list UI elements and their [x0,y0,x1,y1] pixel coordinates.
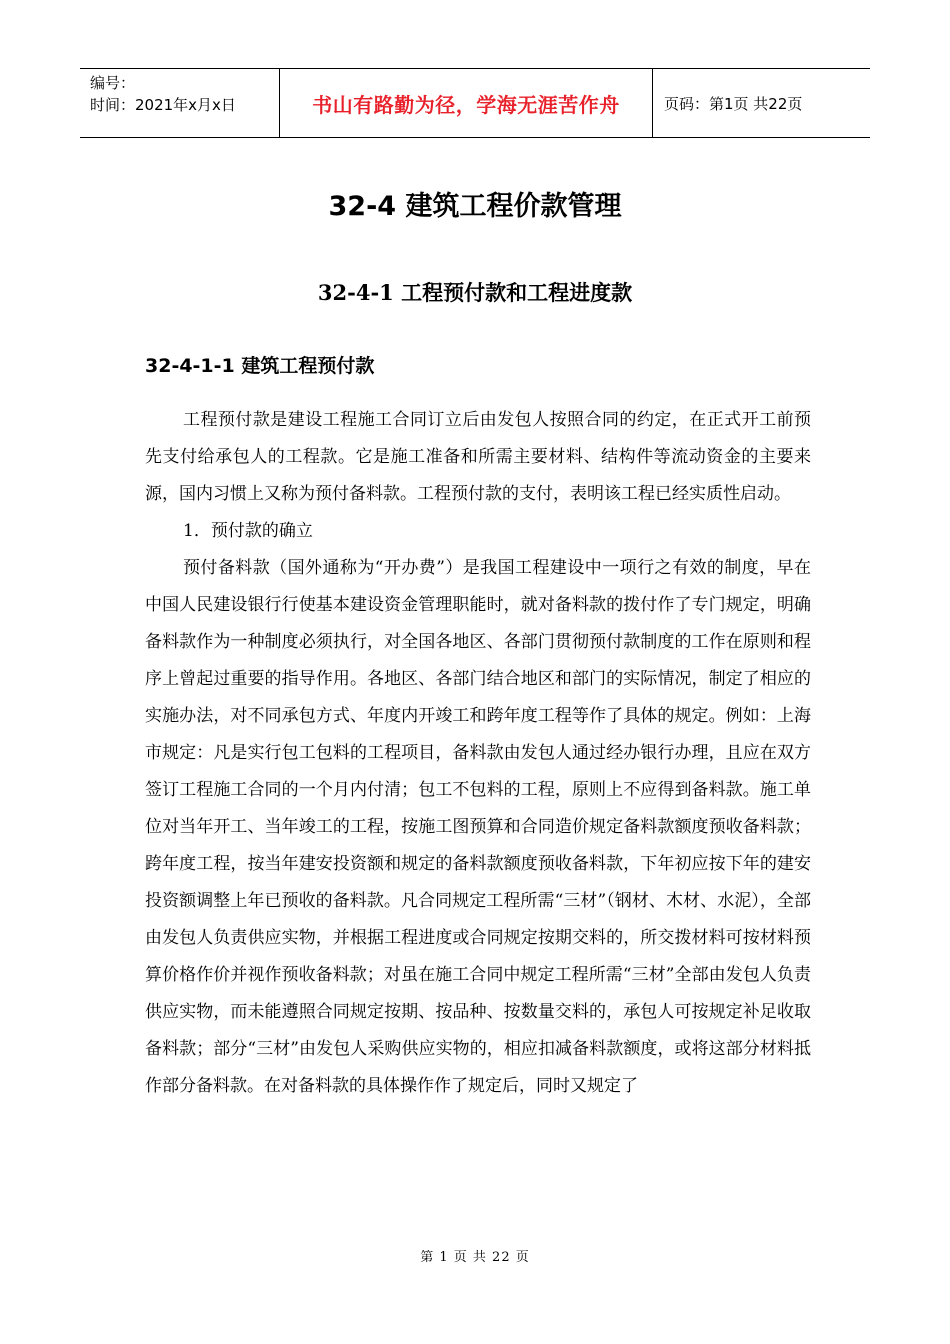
paragraph: 1．预付款的确立 [183,521,313,541]
header-motto: 书山有路勤为径，学海无涯苦作舟 [280,69,653,137]
time-label: 时间：2021年x月x日 [90,96,236,114]
document-subtitle: 32-4-1 工程预付款和工程进度款 [317,280,633,305]
header-meta [80,69,280,137]
body-text [145,402,811,1105]
paragraph: 工程预付款是建设工程施工合同订立后由发包人按照合同的约定，在正式开工前预先支付给承包人的工程款。它是施工准备和所需主要材料、结构件等流动资金的主要来源，国内习惯上又称为预付备料款。工程预付款的支付，表明该工程已经实质性启动。 [145,410,811,504]
paragraph: 预付备料款（国外通称为“开办费”）是我国工程建设中一项行之有效的制度，早在中国人民建设银行行使基本建设资金管理职能时，就对备料款的拨付作了专门规定，明确备料款作为一种制度必须执行，对全国各地区、各部门贯彻预付款制度的工作在原则和程序上曾起过重要的指导作用。各地区、各部门结合地区和部门的实际情况，制定了相应的实施办法，对不同承包方式、年度内开竣工和跨年度工程等作了具体的规定。例如：上海市规定：凡是实行包工包料的工程项目，备料款由发包人通过经办银行办理，且应在双方签订工程施工合同的一个月内付清；包工不包料的工程，原则上不应得到备料款。施工单位对当年开工、当年竣工的工程，按施工图预算和合同造价规定备料款额度预收备料款；跨年度工程，按当年建安投资额和规定的备料款额度预收备料款，下年初应按下年的建安投资额调整上年已预收的备料款。凡合同规定工程所需“三材”（钢材、木材、水泥），全部由发包人负责供应实物，并根据工程进度或合同规定按期交料的，所交拨材料可按材料预算价格作价并视作预收备料款；对虽在施工合同中规定工程所需“三材”全部由发包人负责供应实物，而未能遵照合同规定按期、按品种、按数量交料的，承包人可按规定补足收取备料款；部分“三材”由发包人采购供应实物的，相应扣减备料款额度，或将这部分材料抵作部分备料款。在对备料款的具体操作作了规定后，同时又规定了 [145,558,811,1096]
section-heading: 32-4-1-1 建筑工程预付款 [145,355,375,377]
page-footer: 第 1 页 共 22 页 [420,1250,530,1265]
page-header [80,68,870,138]
number-label: 编号： [90,74,136,92]
header-page-info: 页码：第1页 共22页 [664,94,803,113]
document-title: 32-4 建筑工程价款管理 [328,191,622,222]
